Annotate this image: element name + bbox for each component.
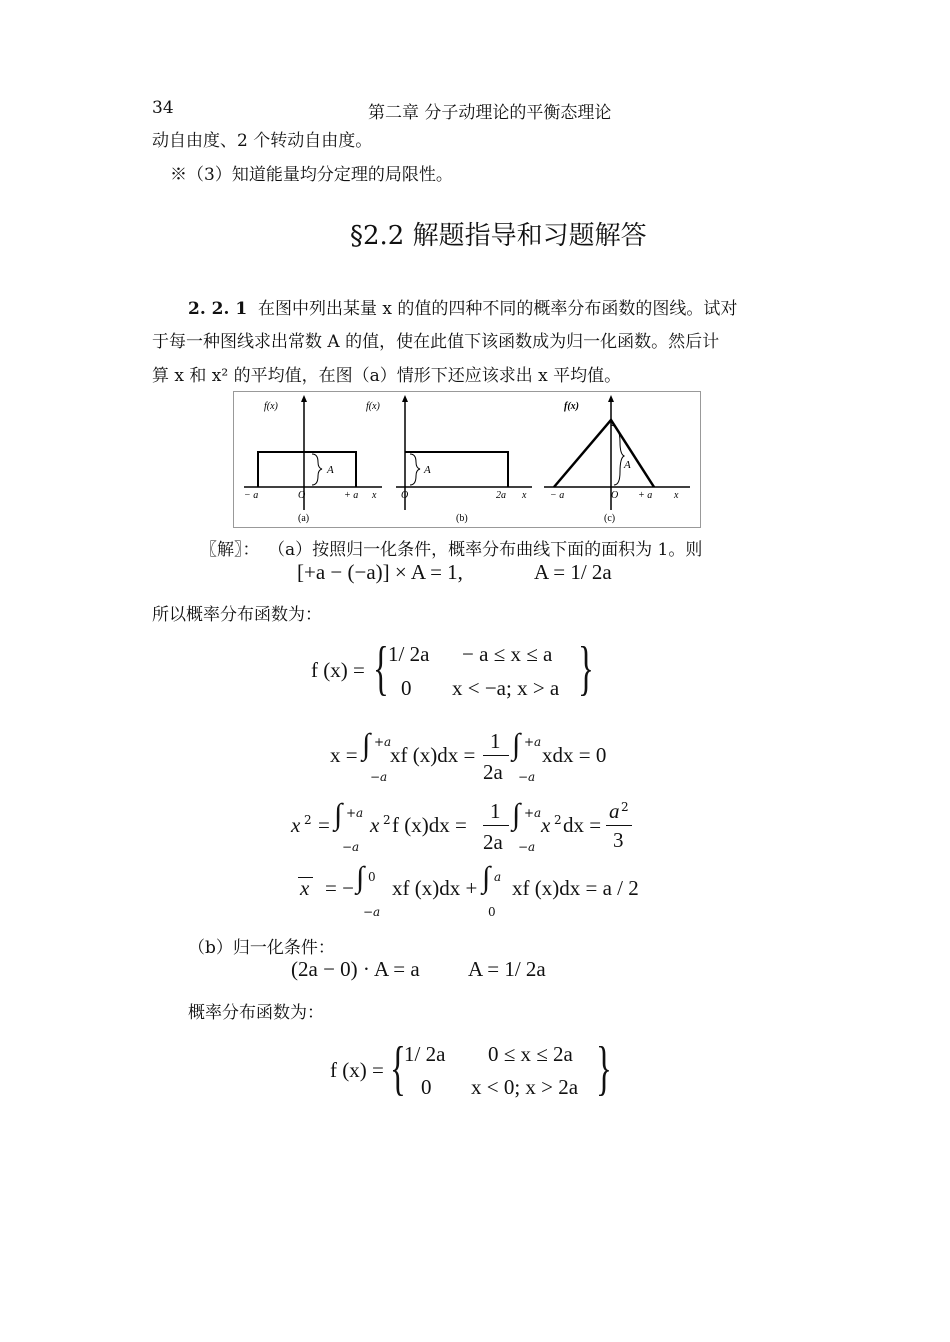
mean-x2-integrand-x: x xyxy=(370,813,380,837)
piecewise-a-row2-value: 0 xyxy=(401,676,412,700)
panel-b-right-tick: 2a xyxy=(496,490,506,501)
panel-a-right-tick: + a xyxy=(344,490,359,501)
panel-a-left-tick: − a xyxy=(244,490,259,501)
panel-b-rect-curve xyxy=(405,452,508,487)
mean-x2-lower-limit-2: −a xyxy=(518,840,536,854)
solution-b-dist-label: 概率分布函数为： xyxy=(188,1003,324,1023)
piecewise-a-row1-value: 1/ 2a xyxy=(388,642,430,666)
mean-x2-result-num-exponent: 2 xyxy=(621,800,629,814)
panel-b-caption: (b) xyxy=(456,513,468,524)
panel-a-origin: O xyxy=(298,490,306,501)
panel-c-A-brace xyxy=(611,425,624,485)
panel-c-caption: (c) xyxy=(604,513,616,524)
piecewise-b-row2-cond: x < 0; x > 2a xyxy=(471,1075,579,1099)
mean-x-result: xdx = 0 xyxy=(542,743,607,767)
panel-b-x-label: x xyxy=(522,490,527,501)
piecewise-b-row1-value: 1/ 2a xyxy=(404,1042,446,1066)
mean-x2-integrand-exponent: 2 xyxy=(383,813,391,827)
mean-x2-integrand-x-2: x xyxy=(541,813,551,837)
panel-a-caption: (a) xyxy=(298,513,310,524)
solution-a-text: （a）按照归一化条件，概率分布曲线下面的面积为 1。则 xyxy=(268,540,703,560)
mean-x-upper-limit: +a xyxy=(374,735,392,749)
intro-line-2: ※（3）知道能量均分定理的局限性。 xyxy=(170,165,453,185)
solution-label: 〖解〗： xyxy=(200,540,260,560)
intro-line-1: 动自由度、2 个转动自由度。 xyxy=(152,131,373,151)
mean-abs-x-integral-sign-1: ∫ xyxy=(356,861,365,894)
problem-statement-line-1: 2. 2. 1 在图中列出某量 x 的值的四种不同的概率分布函数的图线。试对 xyxy=(188,299,738,319)
mean-x-fraction-den: 2a xyxy=(483,760,503,784)
mean-x-lower-limit-2: −a xyxy=(518,770,536,784)
problem-number: 2. 2. 1 xyxy=(188,299,248,319)
panel-c-right-tick: + a xyxy=(638,490,653,501)
mean-x2-result-num: a xyxy=(609,799,620,823)
panel-c-left-tick: − a xyxy=(550,490,565,501)
mean-x2-result-den: 3 xyxy=(613,828,624,852)
piecewise-b-lhs: f (x) = xyxy=(330,1058,384,1082)
panel-a-x-label: x xyxy=(372,490,377,501)
piecewise-a-lhs: f (x) = xyxy=(311,658,365,682)
mean-x2-fraction-den: 2a xyxy=(483,830,503,854)
mean-abs-x-integral-sign-2: ∫ xyxy=(482,861,491,894)
mean-x2-fraction-num: 1 xyxy=(490,799,501,823)
mean-x2-integral-sign: ∫ xyxy=(334,798,343,831)
piecewise-a-row2-cond: x < −a; x > a xyxy=(452,676,560,700)
page-number: 34 xyxy=(152,98,174,118)
panel-a-A-label: A xyxy=(327,464,334,476)
solution-b-text: （b）归一化条件： xyxy=(188,938,335,958)
mean-x-lhs: x = xyxy=(330,743,358,767)
mean-abs-x-upper-limit-2: a xyxy=(494,870,502,884)
mean-abs-x-equals: = − xyxy=(325,876,354,900)
mean-x2-fraction-bar xyxy=(483,825,509,826)
solution-a-eq1: [+a − (−a)] × A = 1, xyxy=(297,560,463,584)
mean-x2-integrand-2: dx = xyxy=(563,813,602,837)
piecewise-b-left-brace: { xyxy=(390,1035,406,1101)
mean-x2-integrand: f (x)dx = xyxy=(392,813,467,837)
mean-x2-lhs: x xyxy=(291,813,301,837)
mean-x2-integrand-exponent-2: 2 xyxy=(554,813,562,827)
piecewise-a-row1-cond: − a ≤ x ≤ a xyxy=(462,642,553,666)
piecewise-a-left-brace: { xyxy=(373,635,389,701)
mean-x2-integral-sign-2: ∫ xyxy=(512,798,521,831)
mean-abs-x-upper-limit-1: 0 xyxy=(368,870,376,884)
solution-a-eq2: A = 1/ 2a xyxy=(534,560,612,584)
problem-statement-line-2: 于每一种图线求出常数 A 的值，使在此值下该函数成为归一化函数。然后计 xyxy=(152,332,720,352)
mean-x-lower-limit: −a xyxy=(370,770,388,784)
panel-c-A-label: A xyxy=(624,459,631,471)
panel-a-y-arrow xyxy=(301,395,307,402)
section-title: §2.2 解题指导和习题解答 xyxy=(350,221,647,251)
panel-c-fx-label: f(x) xyxy=(564,401,579,412)
problem-statement-line-3: 算 x 和 x² 的平均值，在图（a）情形下还应该求出 x 平均值。 xyxy=(152,366,622,386)
panel-b-y-arrow xyxy=(402,395,408,402)
panel-b-origin: O xyxy=(401,490,409,501)
mean-x2-lower-limit: −a xyxy=(342,840,360,854)
panel-c-triangle-curve xyxy=(554,420,654,487)
figure-svg xyxy=(234,392,700,527)
mean-x-integral-sign-2: ∫ xyxy=(512,728,521,761)
panel-b-A-brace xyxy=(410,454,420,485)
panel-a-A-brace xyxy=(312,454,322,485)
mean-x-fraction-bar xyxy=(483,755,509,756)
mean-x2-upper-limit-2: +a xyxy=(524,806,542,820)
mean-abs-x-lower-limit-2: 0 xyxy=(488,905,496,919)
mean-abs-x-result: xf (x)dx = a / 2 xyxy=(512,876,639,900)
running-header: 第二章 分子动理论的平衡态理论 xyxy=(368,103,612,123)
solution-b-eq1: (2a − 0) · A = a xyxy=(291,957,420,981)
mean-abs-x-lower-limit-1: −a xyxy=(363,905,381,919)
panel-a-fx-label: f(x) xyxy=(264,401,278,412)
mean-x-fraction-num: 1 xyxy=(490,729,501,753)
mean-abs-x-lhs: x xyxy=(300,876,310,900)
solution-a-dist-label: 所以概率分布函数为： xyxy=(152,605,322,625)
mean-x-upper-limit-2: +a xyxy=(524,735,542,749)
mean-x2-upper-limit: +a xyxy=(346,806,364,820)
panel-b-A-label: A xyxy=(424,464,431,476)
panel-b xyxy=(366,395,532,524)
mean-x2-lhs-exponent: 2 xyxy=(304,813,312,827)
solution-b-eq2: A = 1/ 2a xyxy=(468,957,546,981)
panel-a xyxy=(244,395,382,524)
piecewise-b-row2-value: 0 xyxy=(421,1075,432,1099)
panel-c-x-label: x xyxy=(674,490,679,501)
piecewise-b-row1-cond: 0 ≤ x ≤ 2a xyxy=(488,1042,573,1066)
panel-c-origin: O xyxy=(611,490,619,501)
mean-x2-equals: = xyxy=(318,813,330,837)
piecewise-b-right-brace: } xyxy=(596,1035,612,1101)
panel-b-fx-label: f(x) xyxy=(366,401,380,412)
panel-c xyxy=(544,395,690,524)
panel-a-rect-curve xyxy=(258,452,356,487)
mean-x-integrand: xf (x)dx = xyxy=(390,743,476,767)
mean-abs-x-integrand-1: xf (x)dx + xyxy=(392,876,478,900)
mean-x2-result-bar xyxy=(606,825,632,826)
panel-c-y-arrow xyxy=(608,395,614,402)
piecewise-a-right-brace: } xyxy=(578,635,594,701)
mean-x-integral-sign: ∫ xyxy=(362,728,371,761)
probability-distribution-figure xyxy=(233,391,701,528)
